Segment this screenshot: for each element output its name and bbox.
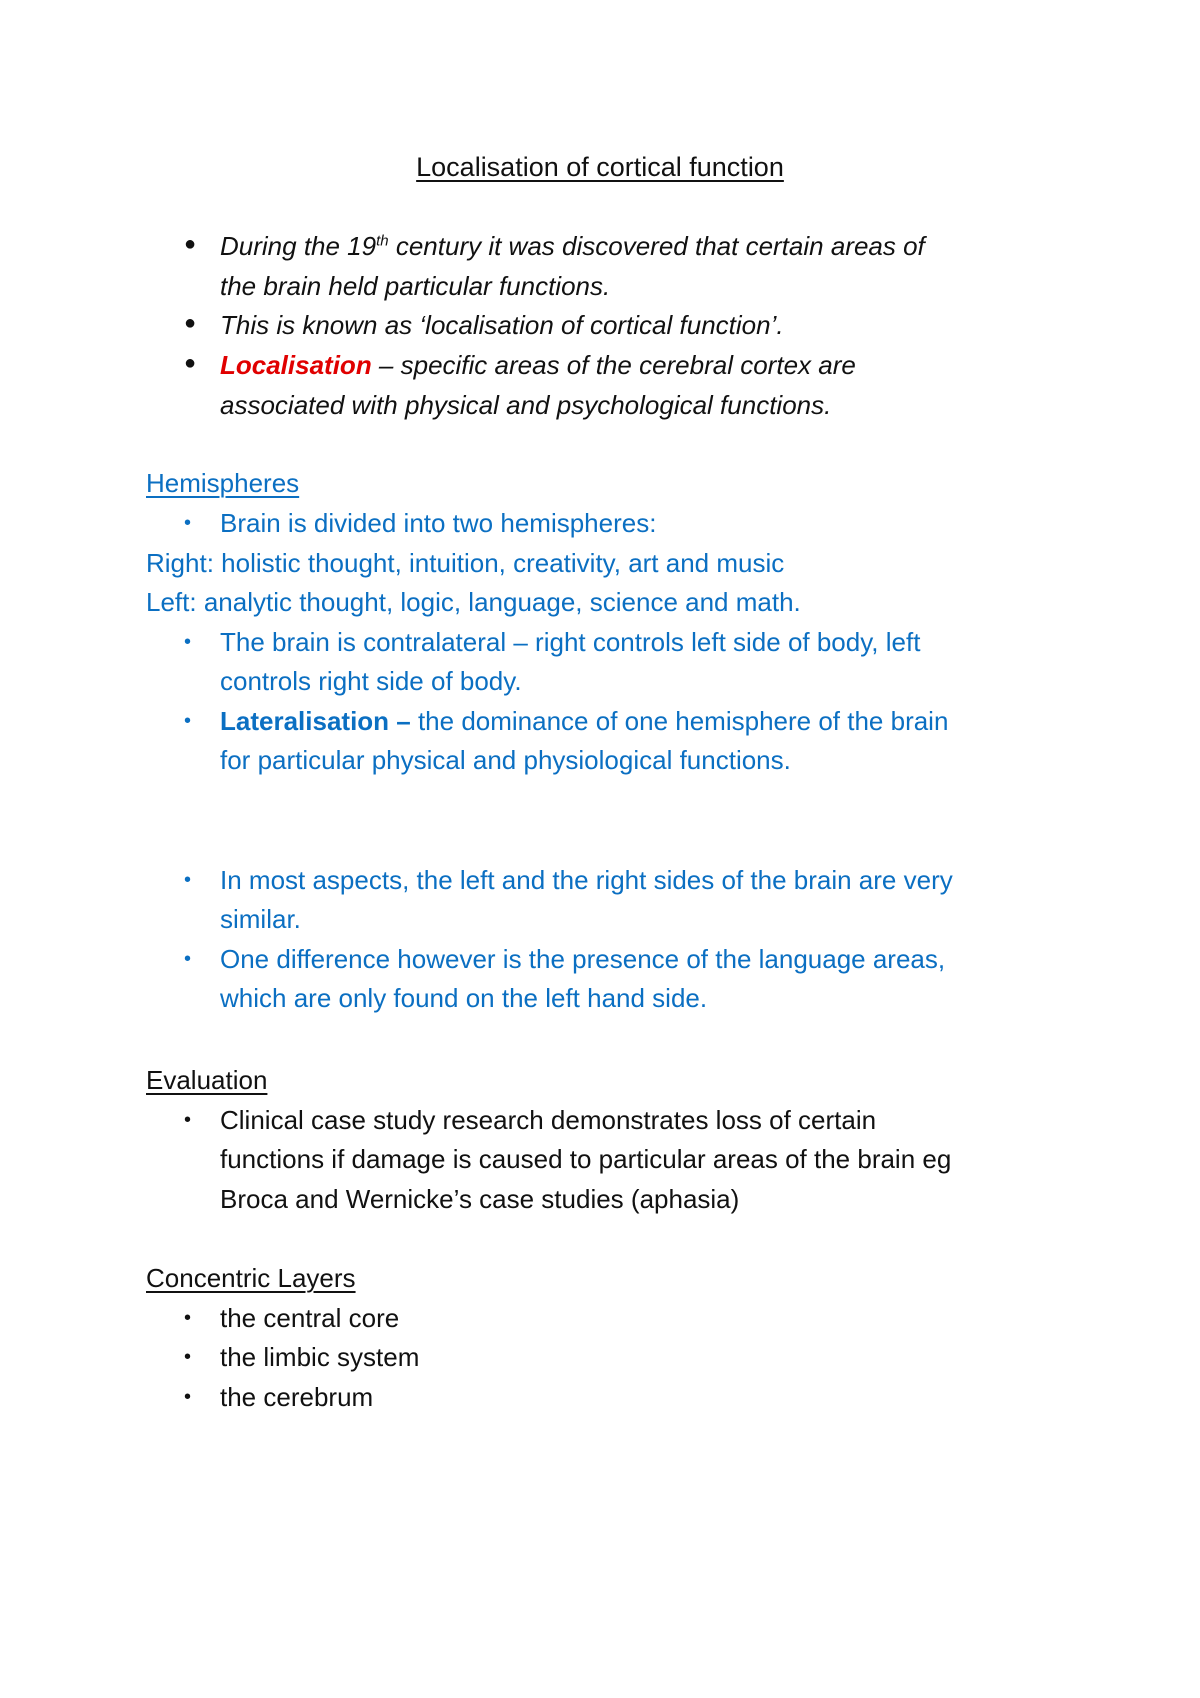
hemispheres-bullet-3-line-1: Lateralisation – the dominance of one hemisphere of the brain (220, 706, 949, 736)
hemispheres-bullet-2-line-1: The brain is contralateral – right controls left side of body, left (220, 627, 921, 657)
hemispheres-right: Right: holistic thought, intuition, creativity, art and music (146, 548, 785, 578)
concentric-heading: Concentric Layers (146, 1263, 356, 1293)
hemispheres-bullet-3-line-2: for particular physical and physiological functions. (220, 745, 791, 775)
bullet-icon: • (184, 948, 192, 970)
bullet-icon: • (184, 631, 192, 653)
hemispheres-bullet-5-line-1: One difference however is the presence of the language areas, (220, 944, 946, 974)
hemispheres-heading: Hemispheres (146, 468, 300, 498)
bullet-icon: • (184, 710, 192, 732)
evaluation-heading: Evaluation (146, 1065, 268, 1095)
hemispheres-bullet-2-line-2: controls right side of body. (220, 666, 522, 696)
bullet-icon: • (184, 869, 192, 891)
hemispheres-bullet-5-line-2: which are only found on the left hand side. (220, 983, 708, 1013)
intro-bullet-1-line-2: the brain held particular functions. (220, 271, 611, 301)
lateralisation-term: Lateralisation – (220, 706, 411, 736)
bullet-icon: • (184, 512, 192, 534)
bullet-icon: • (184, 1386, 192, 1408)
evaluation-bullet-1-line-2: functions if damage is caused to particular areas of the brain eg (220, 1144, 952, 1174)
localisation-term: Localisation (220, 350, 372, 380)
intro-bullet-3-line-1: Localisation – specific areas of the cerebral cortex are (220, 350, 856, 380)
list-item: the central core (220, 1303, 400, 1333)
bullet-icon: ● (184, 352, 197, 374)
hemispheres-bullet-4-line-1: In most aspects, the left and the right sides of the brain are very (220, 865, 953, 895)
hemispheres-bullet-1: Brain is divided into two hemispheres: (220, 508, 657, 538)
bullet-icon: • (184, 1109, 192, 1131)
bullet-icon: ● (184, 312, 197, 334)
bullet-icon: ● (184, 233, 197, 255)
bullet-icon: • (184, 1307, 192, 1329)
evaluation-bullet-1-line-1: Clinical case study research demonstrates loss of certain (220, 1105, 877, 1135)
hemispheres-bullet-4-line-2: similar. (220, 904, 301, 934)
hemispheres-left: Left: analytic thought, logic, language, science and math. (146, 587, 801, 617)
bullet-icon: • (184, 1346, 192, 1368)
evaluation-bullet-1-line-3: Broca and Wernicke’s case studies (aphasia) (220, 1184, 740, 1214)
intro-bullet-1-line-1: During the 19th century it was discovered that certain areas of (220, 231, 925, 261)
intro-bullet-2: This is known as ‘localisation of cortical function’. (220, 310, 784, 340)
page-title: Localisation of cortical function (416, 152, 784, 182)
list-item: the cerebrum (220, 1382, 374, 1412)
intro-bullet-3-line-2: associated with physical and psychological functions. (220, 390, 832, 420)
list-item: the limbic system (220, 1342, 420, 1372)
